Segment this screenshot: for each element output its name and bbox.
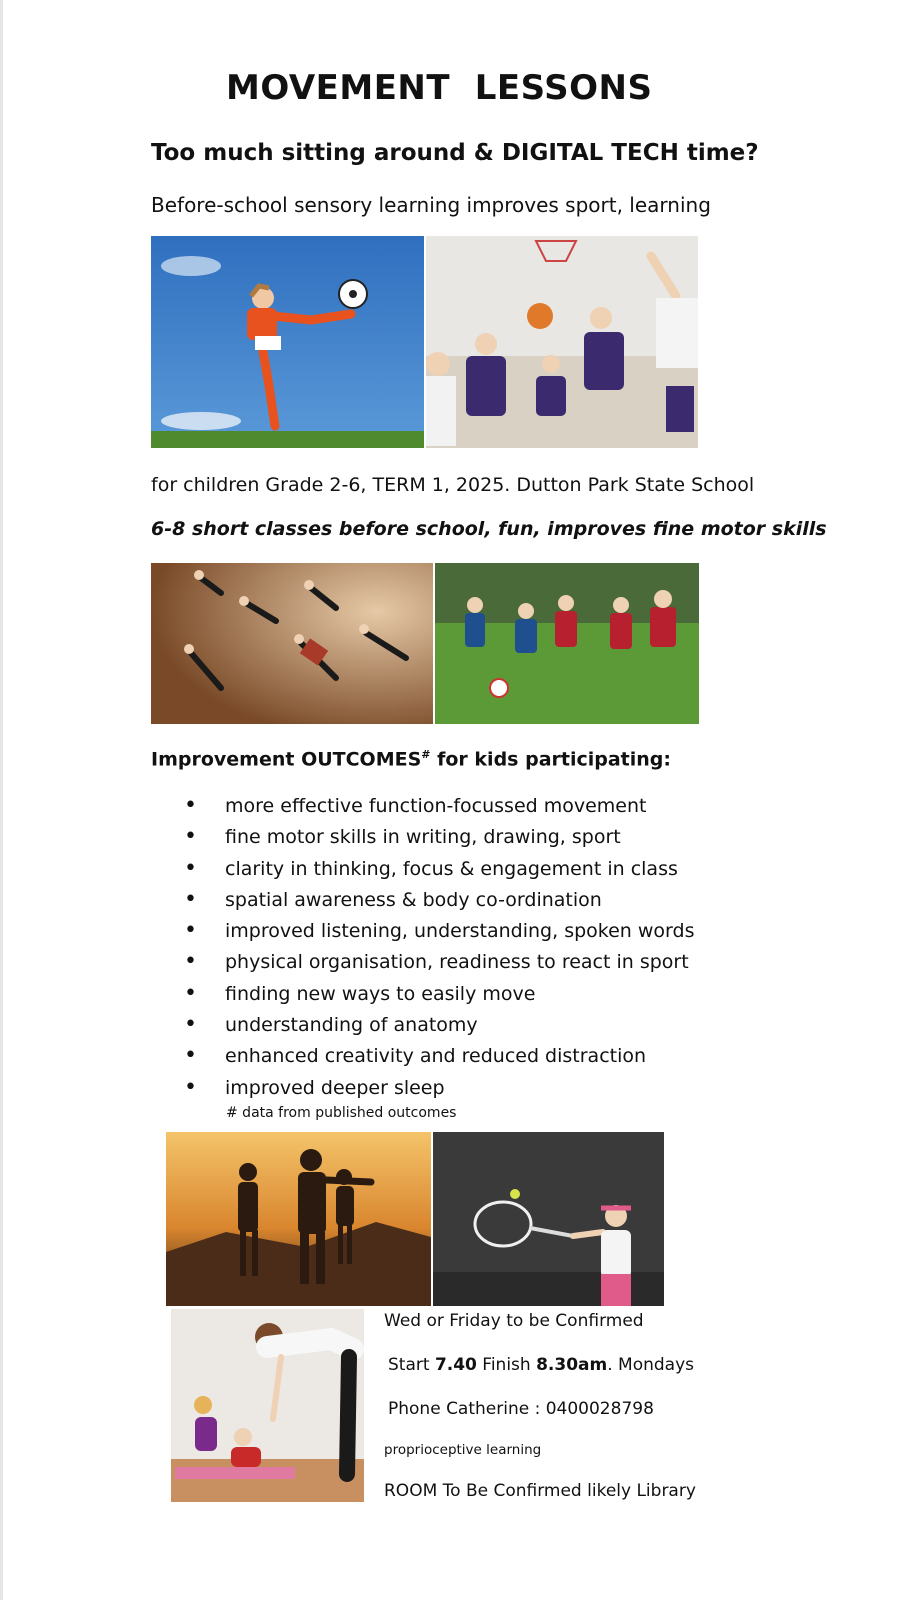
- proprioceptive-photo: [171, 1309, 364, 1502]
- outcomes-heading-main: Improvement OUTCOMES: [151, 748, 422, 771]
- details-text: for children Grade 2-6, TERM 1, 2025. Dutton Park State School: [151, 474, 755, 496]
- tagline: 6-8 short classes before school, fun, improves fine motor skills: [151, 518, 827, 540]
- family-sunset-photo: [166, 1132, 431, 1306]
- list-item: • more effective function-focussed movement: [184, 792, 694, 823]
- schedule-note: proprioceptive learning: [384, 1442, 542, 1458]
- outcomes-heading: [151, 748, 671, 770]
- subtitle: Too much sitting around & DIGITAL TECH time?: [151, 140, 759, 166]
- intro-text: Before-school sensory learning improves sport, learning: [151, 193, 711, 217]
- list-item: • improved listening, understanding, spoken words: [184, 917, 694, 948]
- soccer-kick-photo: [151, 236, 424, 448]
- schedule-room: ROOM To Be Confirmed likely Library: [384, 1481, 696, 1501]
- list-item: • physical organisation, readiness to react in sport: [184, 948, 694, 979]
- outcomes-list: [184, 792, 694, 1105]
- list-item: • enhanced creativity and reduced distraction: [184, 1042, 694, 1073]
- list-item: • clarity in thinking, focus & engagement in class: [184, 855, 694, 886]
- floor-movement-photo: [151, 563, 433, 724]
- list-item: • fine motor skills in writing, drawing, sport: [184, 823, 694, 854]
- kids-soccer-photo: [435, 563, 699, 724]
- outcomes-heading-tail: for kids participating:: [430, 748, 671, 771]
- list-item: • understanding of anatomy: [184, 1011, 694, 1042]
- finish-time: 8.30am: [536, 1355, 608, 1375]
- start-label: Start: [388, 1355, 435, 1375]
- weekday: . Mondays: [607, 1355, 695, 1375]
- tennis-photo: [433, 1132, 664, 1306]
- basketball-photo: [426, 236, 698, 448]
- finish-label: Finish: [476, 1355, 537, 1375]
- footnote: # data from published outcomes: [226, 1105, 457, 1121]
- contact-phone: Phone Catherine : 0400028798: [388, 1399, 654, 1419]
- schedule-time: [388, 1355, 694, 1375]
- list-item: • spatial awareness & body co-ordination: [184, 886, 694, 917]
- list-item: • finding new ways to easily move: [184, 980, 694, 1011]
- start-time: 7.40: [434, 1355, 477, 1375]
- page-title: MOVEMENT LESSONS: [226, 68, 653, 108]
- schedule-day: Wed or Friday to be Confirmed: [384, 1311, 644, 1331]
- outcomes-heading-mark: #: [421, 748, 431, 761]
- page-edge: [0, 0, 3, 1600]
- list-item: • improved deeper sleep: [184, 1074, 694, 1105]
